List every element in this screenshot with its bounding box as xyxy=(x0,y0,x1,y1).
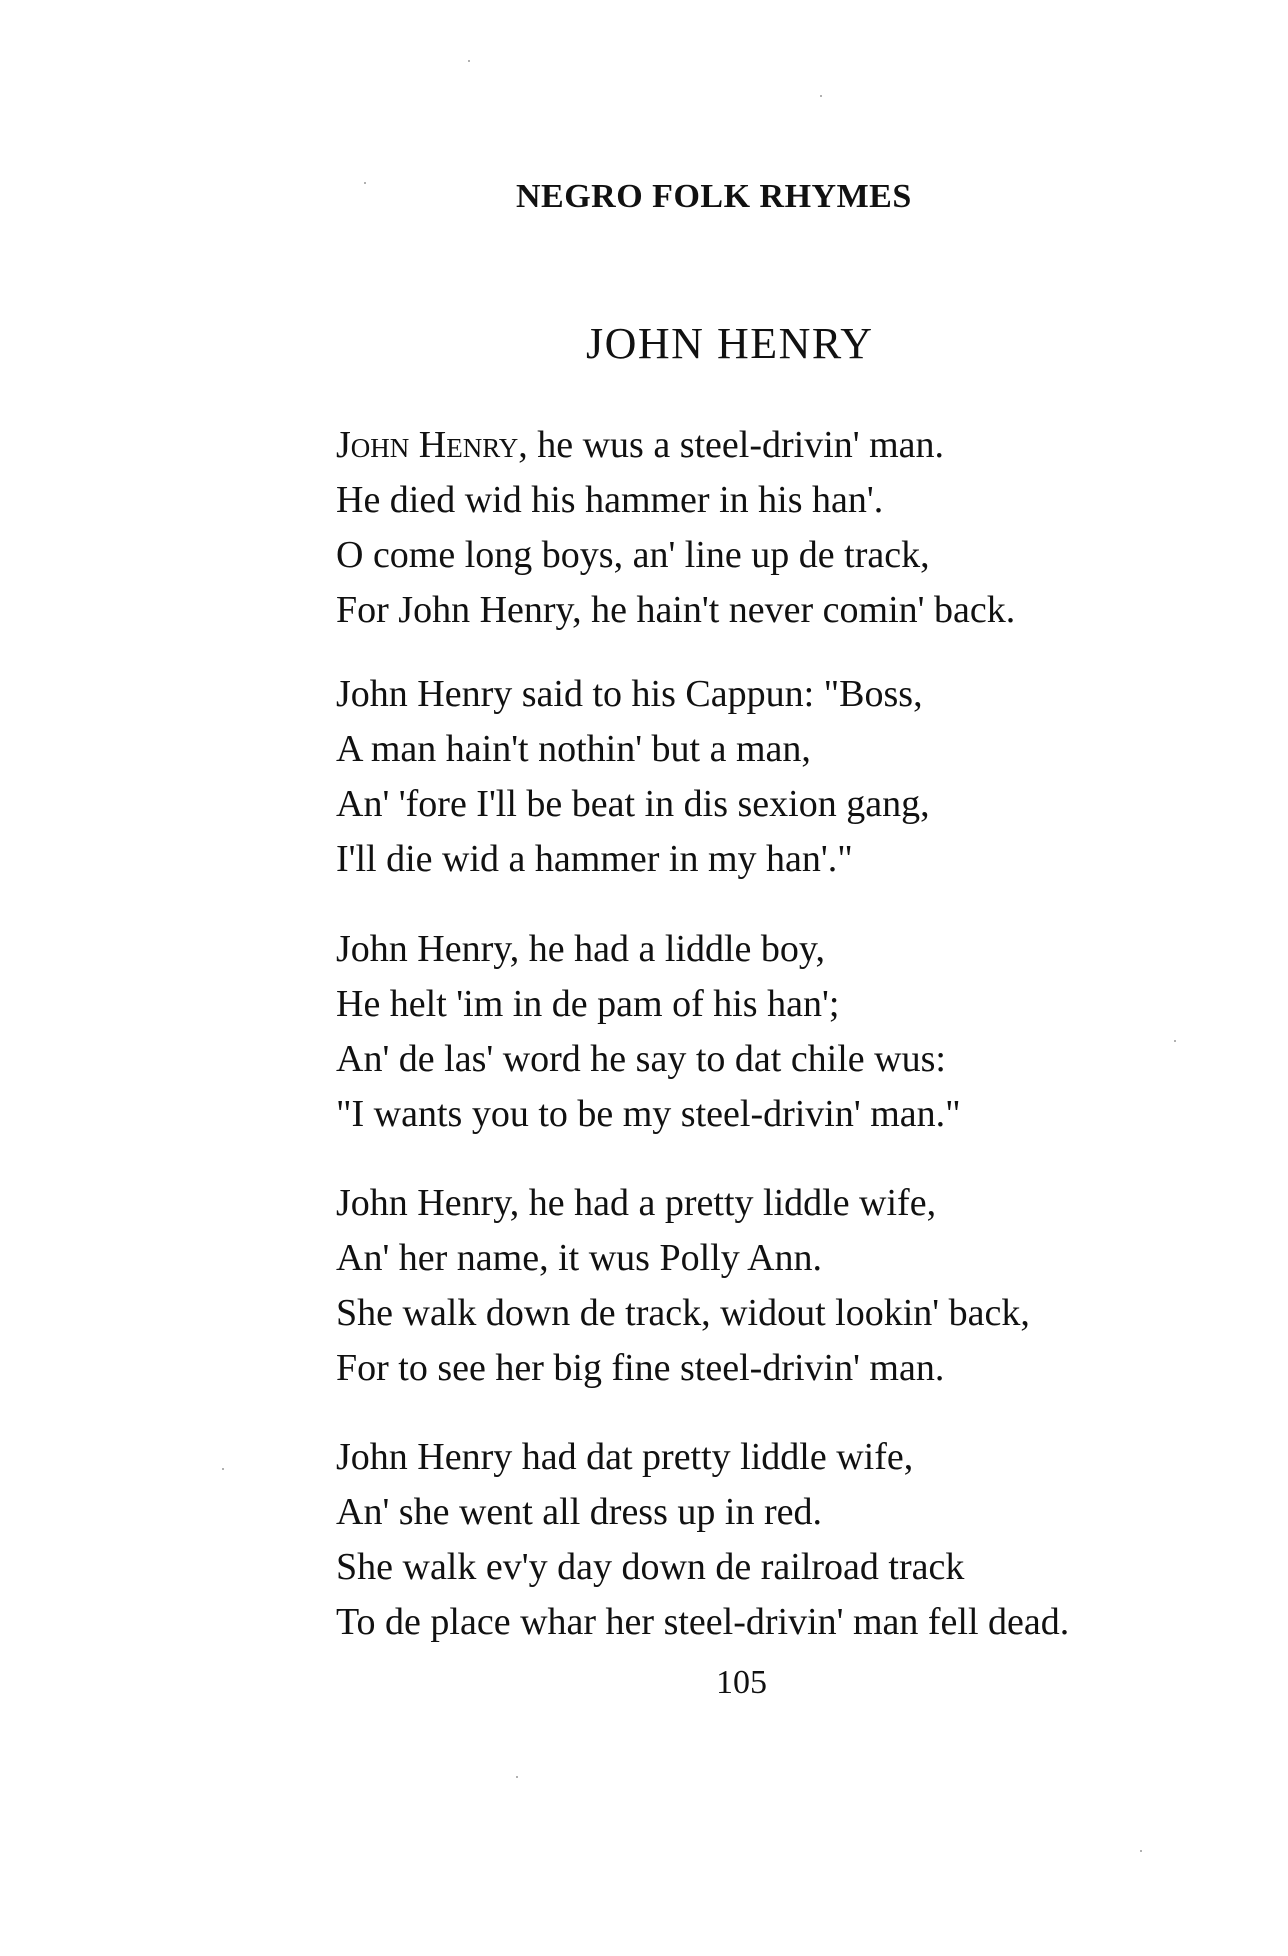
stanza-line: An' her name, it wus Polly Ann. xyxy=(336,1237,823,1279)
stanza-4 xyxy=(336,1176,1236,1396)
stanza-line: An' de las' word he say to dat chile wus: xyxy=(336,1038,946,1080)
stanza-line: He died wid his hammer in his han'. xyxy=(336,479,884,521)
poem-title: JOHN HENRY xyxy=(586,319,874,368)
page-number: 105 xyxy=(716,1664,767,1701)
stanza-line: John Henry had dat pretty liddle wife, xyxy=(336,1436,914,1478)
stanza-line: For John Henry, he hain't never comin' back. xyxy=(336,589,1016,631)
stanza-line: She walk down de track, widout lookin' back, xyxy=(336,1292,1030,1334)
stanza-line: For to see her big fine steel-drivin' man. xyxy=(336,1347,945,1389)
stanza-line: John Henry said to his Cappun: "Boss, xyxy=(336,673,923,715)
stanza-line: He helt 'im in de pam of his han'; xyxy=(336,983,840,1025)
stanza-3 xyxy=(336,922,1236,1142)
opening-small-caps: John Henry xyxy=(336,424,519,466)
stanza-line: John Henry, he had a pretty liddle wife, xyxy=(336,1182,937,1224)
line-text: , he wus a steel-drivin' man. xyxy=(518,424,945,466)
scan-speck xyxy=(468,60,470,62)
stanza-line: John Henry, he had a liddle boy, xyxy=(336,928,825,970)
stanza-line xyxy=(336,418,1236,473)
scan-speck xyxy=(1174,1040,1176,1042)
stanza-line: An' 'fore I'll be beat in dis sexion gang, xyxy=(336,783,930,825)
scan-speck xyxy=(516,1776,518,1778)
stanza-2 xyxy=(336,667,1236,887)
stanza-1 xyxy=(336,418,1236,638)
scan-speck xyxy=(1140,1850,1142,1852)
stanza-line: O come long boys, an' line up de track, xyxy=(336,534,930,576)
stanza-line: To de place whar her steel-drivin' man fell dead. xyxy=(336,1601,1070,1643)
running-head: NEGRO FOLK RHYMES xyxy=(516,178,912,215)
stanza-line: A man hain't nothin' but a man, xyxy=(336,728,811,770)
stanza-5 xyxy=(336,1430,1236,1650)
stanza-line: I'll die wid a hammer in my han'." xyxy=(336,838,853,880)
stanza-line: She walk ev'y day down de railroad track xyxy=(336,1546,965,1588)
scan-speck xyxy=(364,182,366,184)
scan-speck xyxy=(820,95,822,97)
stanza-line: "I wants you to be my steel-drivin' man." xyxy=(336,1093,961,1135)
stanza-line: An' she went all dress up in red. xyxy=(336,1491,822,1533)
scan-speck xyxy=(222,1468,224,1470)
